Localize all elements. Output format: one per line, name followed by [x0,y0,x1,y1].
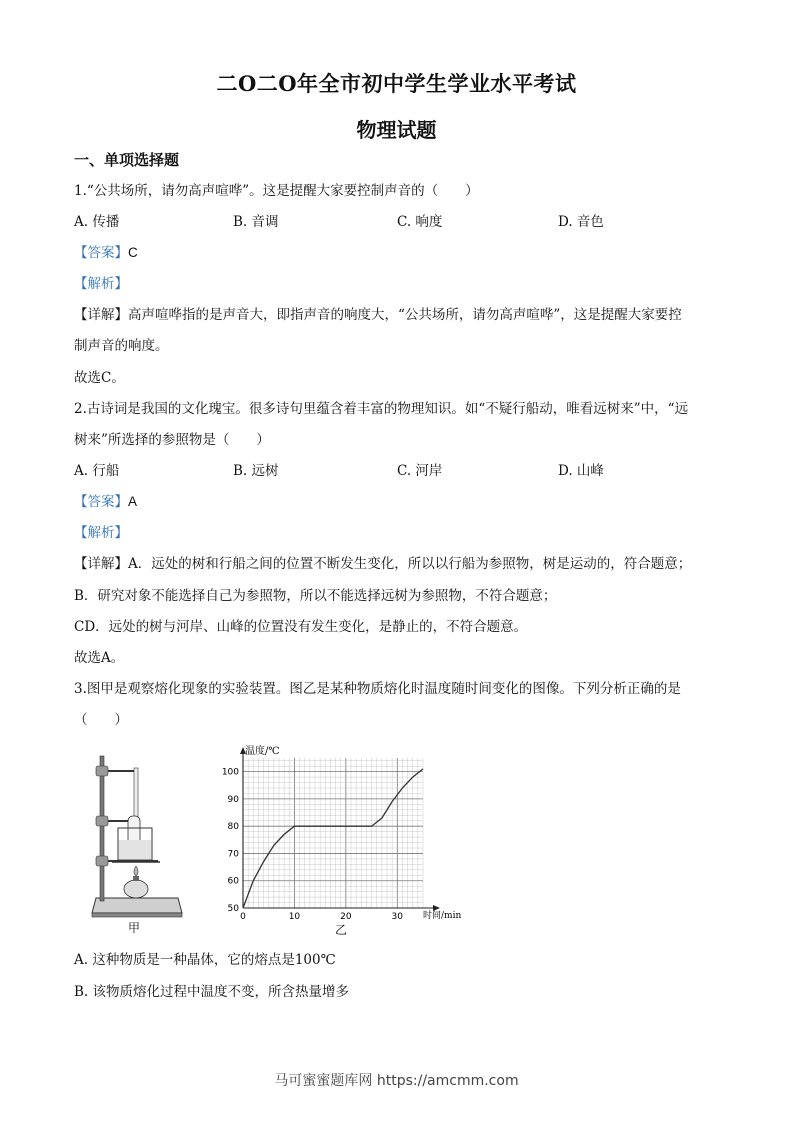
y-tick-label: 100 [221,767,239,778]
q3-stem-line2: （ ） [74,712,128,728]
section-heading: 一、单项选择题 [74,151,180,169]
answer-tag: 【答案】 [74,494,128,509]
y-tick-label: 90 [227,794,239,805]
q2-option-d: D. 山峰 [558,463,604,479]
q2-analysis-tag [74,523,128,543]
answer-tag: 【答案】 [74,245,128,260]
q2-detail-cd: CD．远处的树与河岸、山峰的位置没有发生变化，是静止的，不符合题意。 [74,619,528,635]
q3-option-b: B. 该物质熔化过程中温度不变，所含热量增多 [74,984,350,1000]
q3-stem-line1: 3.图甲是观察熔化现象的实验装置。图乙是某种物质熔化时温度随时间变化的图像。下列分析正确的是 [74,681,681,697]
x-tick-label: 10 [288,912,301,922]
q2-option-c: C. 河岸 [397,463,443,479]
q2-option-b: B. 远树 [233,463,279,479]
exam-title: 二O二O年全市初中学生学业水平考试 [216,71,577,96]
q1-analysis-tag [74,274,128,294]
y-tick-label: 70 [227,849,239,860]
q2-answer [74,492,137,512]
q1-answer-value: C [128,245,138,260]
y-tick-label: 50 [227,904,239,914]
q1-option-b: B. 音调 [233,214,279,230]
y-tick-label: 80 [227,822,239,833]
figure-a-label: 甲 [128,921,141,935]
q2-stem-line1: 2.古诗词是我国的文化瑰宝。很多诗句里蕴含着丰富的物理知识。如“不疑行船动，唯看远树来”中，“远 [74,401,689,417]
q1-detail-line1: 【详解】高声喧哗指的是声音大，即指声音的响度大，“公共场所，请勿高声喧哗”，这是提醒大家要控 [74,307,682,323]
q1-answer [74,243,138,263]
q1-conclusion: 故选C。 [74,370,125,386]
q2-detail-a: 【详解】A．远处的树和行船之间的位置不断发生变化，所以以行船为参照物，树是运动的，符合题意； [74,556,692,572]
q2-answer-value: A [128,494,138,509]
q3-option-a: A. 这种物质是一种晶体，它的熔点是100℃ [74,952,336,968]
analysis-tag: 【解析】 [74,525,128,540]
q1-detail-line2: 制声音的响度。 [74,338,169,354]
q1-option-c: C. 响度 [397,214,443,230]
q2-stem-line2: 树来”所选择的参照物是（ ） [74,432,270,448]
analysis-tag: 【解析】 [74,276,128,291]
chart-ylabel: 温度/℃ [245,746,280,757]
footer-watermark: 马可蜜蜜题库网 https://amcmm.com [274,1073,519,1089]
q2-conclusion: 故选A。 [74,650,125,666]
x-tick-label: 0 [240,912,246,922]
series-line [243,769,423,908]
q1-stem: 1.“公共场所，请勿高声喧哗”。这是提醒大家要控制声音的（ ） [74,183,479,199]
chart-xlabel: 时间/min [423,911,462,921]
y-tick-label: 60 [227,876,239,887]
q1-option-a: A. 传播 [74,214,120,230]
q2-option-a: A. 行船 [74,463,120,479]
q2-detail-b: B．研究对象不能选择自己为参照物，所以不能选择远树为参照物，不符合题意； [74,588,557,604]
x-tick-label: 20 [340,912,352,922]
x-tick-label: 30 [391,912,404,922]
melting-apparatus-figure [88,748,198,938]
figure-b-label: 乙 [335,923,348,937]
q1-option-d: D. 音色 [558,214,604,230]
temperature-time-chart [205,742,465,942]
exam-subtitle: 物理试题 [356,118,437,142]
